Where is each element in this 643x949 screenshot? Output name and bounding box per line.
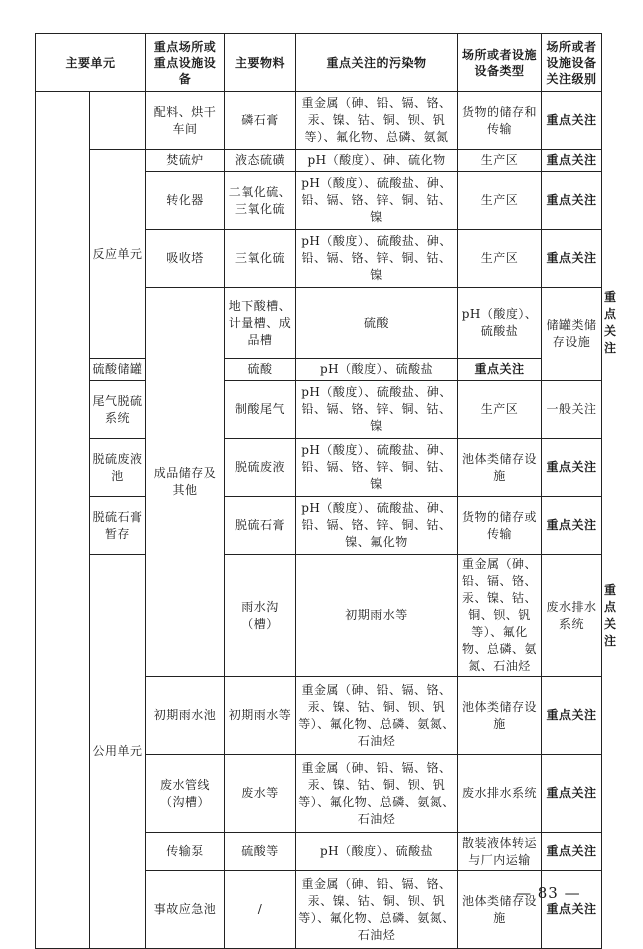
material-cell: 初期雨水等 [296, 555, 458, 677]
type-cell: 生产区 [458, 150, 542, 172]
pollutant-cell: pH（酸度）、硫酸盐 [458, 288, 542, 359]
unit-cell-empty [90, 92, 146, 150]
type-cell: 池体类储存设施 [458, 677, 542, 755]
table-row: 公用单元 雨水沟（槽） 初期雨水等 重金属（砷、铅、镉、铬、汞、镍、钴、铜、钡、钒等）、氟化物、总磷、氨氮、石油烃 废水排水系统 重点关注 [36, 555, 602, 677]
table-row [36, 381, 602, 439]
header-site: 重点场所或重点设施设备 [146, 34, 225, 92]
type-cell: 生产区 [458, 230, 542, 288]
level-cell: 重点关注 [542, 172, 602, 230]
material-cell: 废水等 [225, 755, 296, 833]
level-cell: 一般关注 [542, 381, 602, 439]
material-cell: 液态硫磺 [225, 150, 296, 172]
level-cell: 重点关注 [542, 677, 602, 755]
pollutant-cell: pH（酸度）、硫酸盐 [296, 359, 458, 381]
site-cell: 脱硫石膏暂存 [90, 497, 146, 555]
type-cell: 货物的储存或传输 [458, 497, 542, 555]
material-cell: 制酸尾气 [225, 381, 296, 439]
type-cell: 废水排水系统 [458, 755, 542, 833]
site-cell: 地下酸槽、计量槽、成品槽 [225, 288, 296, 359]
type-cell: 储罐类储存设施 [542, 288, 602, 381]
site-cell: 尾气脱硫系统 [90, 381, 146, 439]
site-cell: 焚硫炉 [146, 150, 225, 172]
type-cell: 散装液体转运与厂内运输 [458, 833, 542, 871]
table-row [36, 92, 602, 150]
site-cell: 硫酸储罐 [90, 359, 146, 381]
site-cell: 脱硫废液池 [90, 439, 146, 497]
material-cell: / [225, 871, 296, 949]
pollutant-cell: pH（酸度）、砷、硫化物 [296, 150, 458, 172]
table-row [36, 439, 602, 497]
level-cell: 重点关注 [458, 359, 542, 381]
site-cell: 废水管线（沟槽） [146, 755, 225, 833]
pollutant-cell: 重金属（砷、铅、镉、铬、汞、镍、钴、铜、钡、钒等）、氟化物、总磷、氨氮、石油烃 [296, 677, 458, 755]
material-cell: 二氧化硫、三氧化硫 [225, 172, 296, 230]
type-cell: 生产区 [458, 172, 542, 230]
level-cell: 重点关注 [542, 833, 602, 871]
table-row [36, 497, 602, 555]
header-row [36, 34, 602, 92]
level-cell: 重点关注 [542, 230, 602, 288]
type-cell: 池体类储存设施 [458, 439, 542, 497]
pollutant-cell: pH（酸度）、硫酸盐、砷、铅、镉、铬、锌、铜、钴、镍、氟化物 [296, 497, 458, 555]
page-number: — 83 — [516, 884, 581, 902]
site-cell: 事故应急池 [146, 871, 225, 949]
pollutant-table [35, 33, 617, 949]
site-cell: 传输泵 [146, 833, 225, 871]
material-cell: 脱硫废液 [225, 439, 296, 497]
level-cell: 重点关注 [542, 92, 602, 150]
type-cell: 池体类储存设施 [458, 871, 542, 949]
pollutant-cell: 重金属（砷、铅、镉、铬、汞、镍、钴、铜、钡、钒等）、氟化物、总磷、氨氮、石油烃 [296, 755, 458, 833]
site-cell: 配料、烘干车间 [146, 92, 225, 150]
header-type: 场所或者设施设备类型 [458, 34, 542, 92]
material-cell: 硫酸等 [225, 833, 296, 871]
material-cell: 磷石膏 [225, 92, 296, 150]
material-cell: 硫酸 [225, 359, 296, 381]
header-unit: 主要单元 [36, 34, 146, 92]
pollutant-cell: pH（酸度）、硫酸盐、砷、铅、镉、铬、锌、铜、钴、镍 [296, 172, 458, 230]
pollutant-cell: 重金属（砷、铅、镉、铬、汞、镍、钴、铜、钡、钒等）、氟化物、总磷、氨氮 [296, 92, 458, 150]
pollutant-cell: 重金属（砷、铅、镉、铬、汞、镍、钴、铜、钡、钒等）、氟化物、总磷、氨氮、石油烃 [296, 871, 458, 949]
site-cell: 初期雨水池 [146, 677, 225, 755]
site-cell: 转化器 [146, 172, 225, 230]
type-cell: 废水排水系统 [542, 555, 602, 677]
pollutant-cell: 重金属（砷、铅、镉、铬、汞、镍、钴、铜、钡、钒等）、氟化物、总磷、氨氮、石油烃 [458, 555, 542, 677]
table-row [36, 150, 602, 172]
group-public: 公用单元 [90, 555, 146, 949]
level-cell: 重点关注 [542, 150, 602, 172]
level-cell: 重点关注 [542, 497, 602, 555]
level-cell: 重点关注 [542, 439, 602, 497]
group-reaction: 反应单元 [90, 150, 146, 359]
outer-unit-cell [36, 92, 90, 949]
header-level: 场所或者设施设备关注级别 [542, 34, 602, 92]
material-cell: 三氧化硫 [225, 230, 296, 288]
pollutant-cell: pH（酸度）、硫酸盐、砷、铅、镉、铬、锌、铜、钴、镍 [296, 230, 458, 288]
header-pollutant: 重点关注的污染物 [296, 34, 458, 92]
material-cell: 脱硫石膏 [225, 497, 296, 555]
type-cell: 货物的储存和传输 [458, 92, 542, 150]
group-product: 成品储存及其他 [146, 288, 225, 677]
table-row: 成品储存及其他 地下酸槽、计量槽、成品槽 硫酸 pH（酸度）、硫酸盐 储罐类储存设施 重点关注 [36, 288, 602, 359]
pollutant-cell: pH（酸度）、硫酸盐、砷、铅、镉、铬、锌、铜、钴、镍 [296, 381, 458, 439]
pollutant-cell: pH（酸度）、硫酸盐 [296, 833, 458, 871]
material-cell: 初期雨水等 [225, 677, 296, 755]
level-cell: 重点关注 [542, 871, 602, 949]
site-cell: 雨水沟（槽） [225, 555, 296, 677]
table-row [36, 359, 602, 381]
material-cell: 硫酸 [296, 288, 458, 359]
level-cell: 重点关注 [542, 755, 602, 833]
site-cell: 吸收塔 [146, 230, 225, 288]
pollutant-cell: pH（酸度）、硫酸盐、砷、铅、镉、铬、锌、铜、钴、镍 [296, 439, 458, 497]
type-cell: 生产区 [458, 381, 542, 439]
header-material: 主要物料 [225, 34, 296, 92]
